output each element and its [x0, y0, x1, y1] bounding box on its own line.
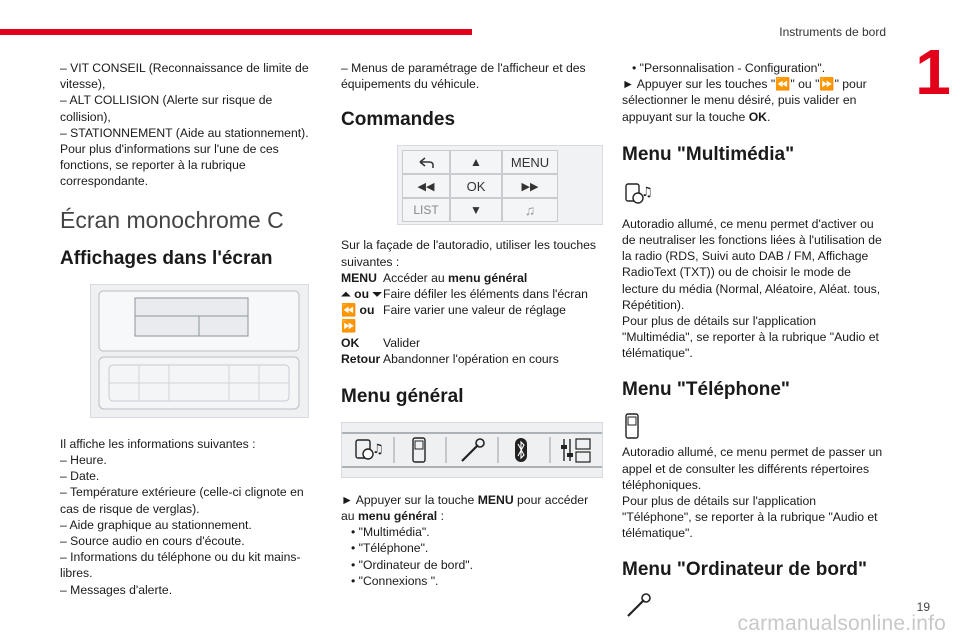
ok-button-label: OK	[466, 178, 486, 194]
phone-icon	[413, 438, 425, 462]
ok-button[interactable]	[450, 174, 502, 198]
commands-intro: Sur la façade de l'autoradio, utiliser les touches suivantes :	[341, 238, 597, 269]
column-1	[60, 60, 315, 598]
command-key: OK	[341, 335, 360, 350]
down-button[interactable]	[450, 198, 502, 222]
page-number: 19	[916, 600, 930, 614]
phone-icon	[624, 412, 884, 442]
command-key: MENU	[341, 270, 377, 285]
menu-list-item: • "Ordinateur de bord".	[351, 557, 473, 572]
info-line: – Source audio en cours d'écoute.	[60, 534, 245, 549]
menu-general-title: Menu général	[341, 385, 464, 407]
command-row	[341, 286, 603, 302]
paragraph: Autoradio allumé, ce menu permet de passer un appel et de consulter les différents répertoires téléphoniques.	[622, 445, 883, 492]
column-2	[341, 60, 603, 589]
music-note-icon: ♫	[524, 202, 536, 219]
music-icon	[356, 440, 384, 459]
command-key: ⏪ ou ⏩	[341, 303, 375, 334]
music-button[interactable]	[502, 198, 558, 222]
commands-table	[341, 270, 603, 367]
down-arrow-icon: ▼	[470, 203, 482, 218]
sliders-icon	[561, 439, 590, 462]
multimedia-title: Menu "Multimédia"	[622, 143, 795, 165]
display-illustration	[91, 285, 308, 417]
paragraph: Pour plus de détails sur l'application "Téléphone", se reporter à la rubrique "Audio et télématique".	[622, 494, 878, 541]
intro-line: – VIT CONSEIL (Reconnaissance de limite de vitesse),	[60, 61, 309, 92]
up-arrow-icon: ▲	[470, 155, 482, 170]
rewind-icon: ◀◀	[417, 180, 435, 193]
intro-line: – ALT COLLISION (Alerte sur risque de collision),	[60, 93, 273, 124]
info-line: – Informations du téléphone ou du kit mains-libres.	[60, 550, 301, 581]
command-row	[341, 302, 603, 334]
command-row	[341, 351, 603, 367]
intro-line: – STATIONNEMENT (Aide au stationnement).	[60, 125, 309, 140]
watermark: carmanualsonline.info	[737, 612, 946, 635]
intro-line: – Menus de paramétrage de l'afficheur et des équipements du véhicule.	[341, 61, 586, 92]
paragraph: Pour plus de détails sur l'application "Multimédia", se reporter à la rubrique "Audio et télématique".	[622, 313, 879, 361]
menu-list-item: • "Personnalisation - Configuration".	[632, 61, 826, 75]
list-button-label: LIST	[413, 203, 439, 218]
menu-icons-figure	[341, 422, 603, 478]
back-button[interactable]	[402, 150, 450, 174]
right-button[interactable]	[502, 174, 558, 198]
svg-text:♫: ♫	[641, 184, 653, 200]
menu-icons-strip	[342, 423, 602, 477]
command-description: Abandonner l'opération en cours	[383, 351, 559, 366]
command-description: Valider	[383, 335, 421, 350]
command-key: Retour	[341, 351, 381, 366]
telephone-text	[622, 444, 884, 541]
bluetooth-icon	[515, 438, 527, 462]
column-3	[622, 60, 884, 619]
info-line: – Température extérieure (celle-ci clignote en cas de risque de verglas).	[60, 485, 304, 516]
command-description: Accéder au menu général	[383, 270, 528, 285]
command-row	[341, 270, 603, 286]
svg-text:♫: ♫	[372, 441, 384, 457]
intro-line: Pour plus d'informations sur l'une de ces fonctions, se reporter à la rubrique correspondante.	[60, 142, 279, 189]
forward-icon: ▶▶	[521, 180, 539, 193]
chapter-number: 1	[915, 36, 951, 108]
ordinateur-title: Menu "Ordinateur de bord"	[622, 558, 867, 580]
info-line: – Date.	[60, 469, 100, 484]
wrench-icon	[462, 439, 484, 461]
paragraph: Autoradio allumé, ce menu permet d'activer ou de neutraliser les fonctions liées à l'utilisation de la radio (RDS, Suivi auto DAB / FM, Affichage RadioText (TXT)) ou de choisir le mode de lecture du média (Normal, Aléatoire, Aléat. tous, Répétition).	[622, 216, 882, 312]
running-header: Instruments de bord	[779, 25, 886, 39]
back-arrow-icon	[417, 155, 435, 169]
subsection-title: Affichages dans l'écran	[60, 247, 273, 269]
display-info-list	[60, 452, 315, 598]
menu-list	[341, 524, 603, 589]
monochrome-display-figure	[90, 284, 309, 418]
info-line: – Aide graphique au stationnement.	[60, 517, 252, 532]
commands-title: Commandes	[341, 109, 456, 131]
menu-button-label: MENU	[510, 154, 550, 170]
info-line: – Messages d'alerte.	[60, 582, 173, 597]
intro-list	[60, 60, 315, 190]
list-button[interactable]	[402, 198, 450, 222]
select-instruction: ► Appuyer sur les touches "⏪" ou "⏩" pour sélectionner le menu désiré, puis valider en appuyant sur la touche OK.	[622, 77, 867, 124]
menu-list-item: • "Téléphone".	[351, 541, 429, 556]
command-description: Faire varier une valeur de réglage	[383, 303, 566, 318]
music-icon	[624, 180, 884, 208]
telephone-title: Menu "Téléphone"	[622, 378, 790, 400]
control-panel-figure	[397, 145, 603, 225]
header-red-bar	[0, 29, 472, 35]
menu-list-item: • "Connexions ".	[351, 573, 439, 588]
menu-instruction: ► Appuyer sur la touche MENU pour accéder au menu général :	[341, 492, 589, 524]
up-button[interactable]	[450, 150, 502, 174]
menu-list-item: • "Multimédia".	[351, 525, 430, 540]
menu-button[interactable]	[502, 150, 558, 174]
display-info-intro: Il affiche les informations suivantes :	[60, 436, 256, 451]
section-title: Écran monochrome C	[60, 206, 284, 233]
command-key: ⏶ ou ⏷	[341, 286, 383, 301]
info-line: – Heure.	[60, 453, 107, 468]
command-row	[341, 335, 603, 351]
command-description: Faire défiler les éléments dans l'écran	[383, 286, 588, 301]
left-button[interactable]	[402, 174, 450, 198]
multimedia-text	[622, 216, 884, 362]
